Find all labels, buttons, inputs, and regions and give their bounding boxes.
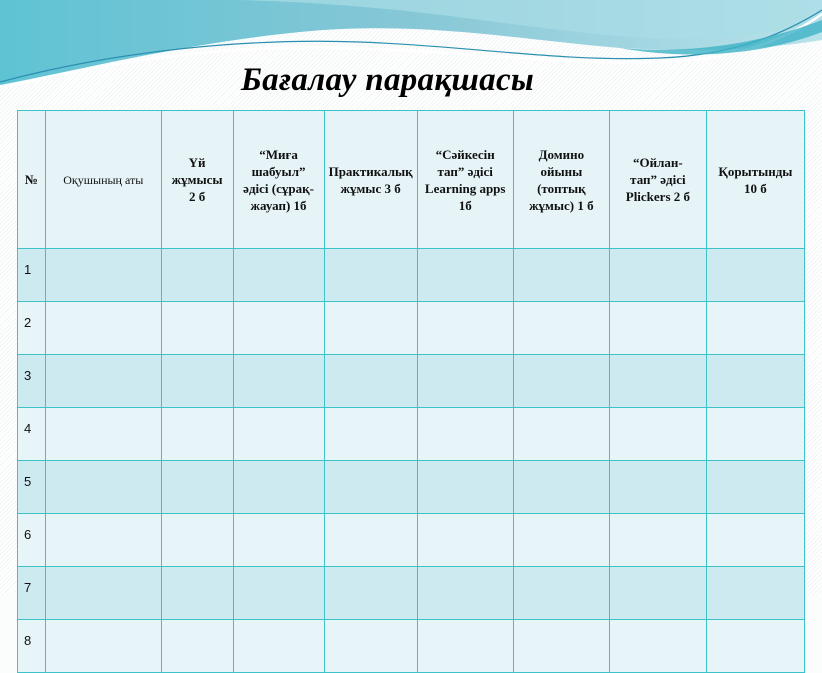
score-cell[interactable] (161, 567, 233, 620)
score-cell[interactable] (609, 567, 706, 620)
score-cell[interactable] (45, 302, 161, 355)
score-cell[interactable] (706, 461, 804, 514)
row-number: 6 (18, 514, 46, 567)
score-cell[interactable] (233, 302, 324, 355)
score-cell[interactable] (233, 514, 324, 567)
score-cell[interactable] (417, 249, 513, 302)
score-cell[interactable] (706, 567, 804, 620)
score-cell[interactable] (706, 514, 804, 567)
row-number: 3 (18, 355, 46, 408)
score-cell[interactable] (706, 408, 804, 461)
score-cell[interactable] (161, 620, 233, 673)
score-cell[interactable] (161, 355, 233, 408)
score-cell[interactable] (45, 408, 161, 461)
table-row (18, 249, 805, 302)
score-cell[interactable] (609, 302, 706, 355)
score-cell[interactable] (161, 408, 233, 461)
row-number: 4 (18, 408, 46, 461)
score-cell[interactable] (513, 461, 609, 514)
score-cell[interactable] (233, 249, 324, 302)
score-cell[interactable] (609, 355, 706, 408)
table-row (18, 620, 805, 673)
header-number: № (18, 111, 46, 249)
score-cell[interactable] (233, 355, 324, 408)
score-cell[interactable] (513, 249, 609, 302)
score-cell[interactable] (513, 567, 609, 620)
score-cell[interactable] (161, 514, 233, 567)
header-total: Қорытынды 10 б (706, 111, 804, 249)
table-row (18, 514, 805, 567)
header-learning-apps: “Сәйкесін тап” әдісі Learning apps 1б (417, 111, 513, 249)
score-cell[interactable] (324, 302, 417, 355)
score-cell[interactable] (513, 408, 609, 461)
header-student-name: Оқушының аты (45, 111, 161, 249)
score-cell[interactable] (324, 514, 417, 567)
score-cell[interactable] (609, 408, 706, 461)
header-brainstorm: “Миға шабуыл” әдісі (сұрақ-жауап) 1б (233, 111, 324, 249)
table-row (18, 461, 805, 514)
score-cell[interactable] (45, 514, 161, 567)
score-cell[interactable] (609, 514, 706, 567)
score-cell[interactable] (161, 249, 233, 302)
score-cell[interactable] (233, 620, 324, 673)
score-cell[interactable] (324, 249, 417, 302)
score-cell[interactable] (417, 514, 513, 567)
header-homework: Үй жұмысы 2 б (161, 111, 233, 249)
score-cell[interactable] (706, 302, 804, 355)
page-title: Бағалау парақшасы (240, 62, 535, 98)
score-cell[interactable] (45, 620, 161, 673)
score-cell[interactable] (324, 620, 417, 673)
row-number: 1 (18, 249, 46, 302)
table-row (18, 302, 805, 355)
table-row (18, 408, 805, 461)
header-plickers: “Ойлан-тап” әдісі Plickers 2 б (609, 111, 706, 249)
score-cell[interactable] (417, 567, 513, 620)
table-row (18, 355, 805, 408)
score-cell[interactable] (513, 620, 609, 673)
score-cell[interactable] (417, 408, 513, 461)
score-cell[interactable] (609, 620, 706, 673)
row-number: 2 (18, 302, 46, 355)
score-cell[interactable] (233, 408, 324, 461)
score-cell[interactable] (161, 461, 233, 514)
score-cell[interactable] (513, 355, 609, 408)
score-cell[interactable] (45, 461, 161, 514)
row-number: 5 (18, 461, 46, 514)
score-cell[interactable] (513, 302, 609, 355)
score-cell[interactable] (233, 567, 324, 620)
score-cell[interactable] (45, 355, 161, 408)
score-cell[interactable] (609, 249, 706, 302)
score-cell[interactable] (233, 461, 324, 514)
score-cell[interactable] (706, 249, 804, 302)
score-cell[interactable] (324, 408, 417, 461)
score-cell[interactable] (324, 567, 417, 620)
score-cell[interactable] (45, 249, 161, 302)
score-cell[interactable] (324, 355, 417, 408)
score-cell[interactable] (161, 302, 233, 355)
score-cell[interactable] (706, 355, 804, 408)
score-cell[interactable] (45, 567, 161, 620)
row-number: 7 (18, 567, 46, 620)
row-number: 8 (18, 620, 46, 673)
table-row (18, 567, 805, 620)
score-cell[interactable] (417, 355, 513, 408)
score-cell[interactable] (706, 620, 804, 673)
score-cell[interactable] (324, 461, 417, 514)
score-cell[interactable] (417, 461, 513, 514)
assessment-table (17, 110, 805, 673)
table-header-row (18, 111, 805, 249)
score-cell[interactable] (609, 461, 706, 514)
header-domino-game: Домино ойыны (топтық жұмыс) 1 б (513, 111, 609, 249)
header-practical-work: Практикалық жұмыс 3 б (324, 111, 417, 249)
score-cell[interactable] (513, 514, 609, 567)
score-cell[interactable] (417, 302, 513, 355)
score-cell[interactable] (417, 620, 513, 673)
